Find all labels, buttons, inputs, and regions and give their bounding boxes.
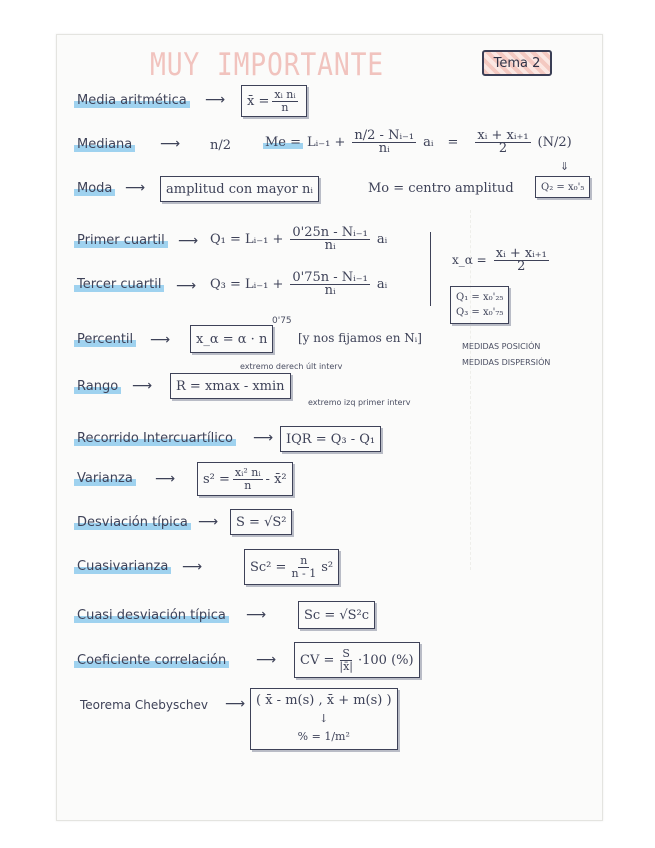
arrow-icon: ⟶ [150, 332, 171, 348]
formula-q1: Q₁ = Lᵢ₋₁ + $\frac{\text{0'25n - Nᵢ₋₁}}{\text{nᵢ}}$ aᵢ [210, 225, 388, 253]
moda-box: amplitud con mayor nᵢ [160, 176, 319, 202]
side-note-dispersion: MEDIDAS DISPERSIÓN [462, 358, 551, 367]
arrow-icon: ⟶ [132, 378, 153, 394]
formula-media: x̄ = $\frac{\text{xᵢ nᵢ}}{n}$ [241, 85, 307, 117]
label-iqr: Recorrido Intercuartílico [74, 430, 236, 447]
arrow-icon: ⟶ [155, 471, 176, 487]
label-desviacion: Desviación típica [74, 514, 191, 531]
label-mediana: Mediana [74, 136, 135, 153]
chebyschev-box: ( x̄ - m(s) , x̄ + m(s) ) ↓ % = 1/m² [250, 688, 398, 750]
mediana-n2: n/2 [210, 138, 232, 153]
formula-q3: Q₃ = Lᵢ₋₁ + $\frac{\text{0'75n - Nᵢ₋₁}}{\text{nᵢ}}$ aᵢ [210, 270, 388, 298]
side-note-posicion: MEDIDAS POSICIÓN [462, 342, 541, 351]
label-primer-cuartil: Primer cuartil [74, 232, 168, 249]
rango-note-top: extremo derech últ interv [240, 362, 343, 371]
arrow-icon: ⟶ [205, 92, 226, 108]
label-varianza: Varianza [74, 470, 136, 487]
formula-mediana: Me = Lᵢ₋₁ + $\frac{\text{n/2 - Nᵢ₋₁}}{\text{nᵢ}}$ aᵢ = $\frac{\text{xᵢ + xᵢ₊₁}}{2}$ (N/2) [265, 128, 572, 156]
iqr-box: IQR = Q₃ - Q₁ [280, 426, 381, 452]
arrow-icon: ⟶ [246, 607, 267, 623]
arrow-icon: ⟶ [182, 559, 203, 575]
label-percentil: Percentil [74, 331, 136, 348]
coeficiente-box: CV = $\frac{S}{|x̄|}$ ·100 (%) [294, 642, 420, 678]
cuasi-desviacion-box: Sc = √S²c [298, 601, 375, 629]
brace [430, 232, 435, 306]
down-arrow-icon: ⇓ [560, 160, 570, 173]
label-moda: Moda [74, 180, 115, 197]
label-chebyschev: Teorema Chebyschev [80, 698, 208, 712]
down-arrow-icon: ↓ [319, 712, 329, 725]
label-cuasivarianza: Cuasivarianza [74, 558, 171, 575]
topic-badge: Tema 2 [482, 50, 552, 76]
arrow-icon: ⟶ [256, 652, 277, 668]
label-coeficiente: Coeficiente correlación [74, 652, 229, 669]
formula-x-alpha: x_α = $\frac{\text{xᵢ + xᵢ₊₁}}{2}$ [452, 246, 547, 274]
label-cuasi-desviacion: Cuasi desviación típica [74, 607, 229, 624]
label-media: Media aritmética [74, 92, 190, 109]
page-title: MUY IMPORTANTE [150, 47, 385, 83]
q2-box: Q₂ = x₀'₅ [535, 176, 590, 198]
moda-formula: Mo = centro amplitud [368, 181, 514, 196]
arrow-icon: ⟶ [178, 233, 199, 249]
label-rango: Rango [74, 378, 121, 395]
quartile-box: Q₁ = x₀'₂₅ Q₃ = x₀'₇₅ [450, 286, 509, 324]
percentil-note: [y nos fijamos en Nᵢ] [298, 331, 422, 345]
arrow-icon: ⟶ [160, 136, 181, 152]
arrow-icon: ⟶ [125, 180, 146, 196]
arrow-icon: ⟶ [198, 514, 219, 530]
rango-note-bottom: extremo izq primer interv [308, 398, 411, 407]
arrow-icon: ⟶ [253, 430, 274, 446]
rango-box: R = xmax - xmin [170, 373, 291, 399]
desviacion-box: S = √S² [230, 509, 292, 535]
label-tercer-cuartil: Tercer cuartil [74, 276, 164, 293]
varianza-box: s² = $\frac{\text{xᵢ² nᵢ}}{n}$ - x̄² [197, 462, 293, 496]
cuasivarianza-box: Sc² = $\frac{n}{n - 1}$ s² [244, 549, 339, 585]
percentil-sup: 0'75 [272, 316, 292, 326]
percentil-box: x_α = α · n [190, 325, 273, 353]
arrow-icon: ⟶ [176, 278, 197, 294]
arrow-icon: ⟶ [225, 696, 246, 712]
